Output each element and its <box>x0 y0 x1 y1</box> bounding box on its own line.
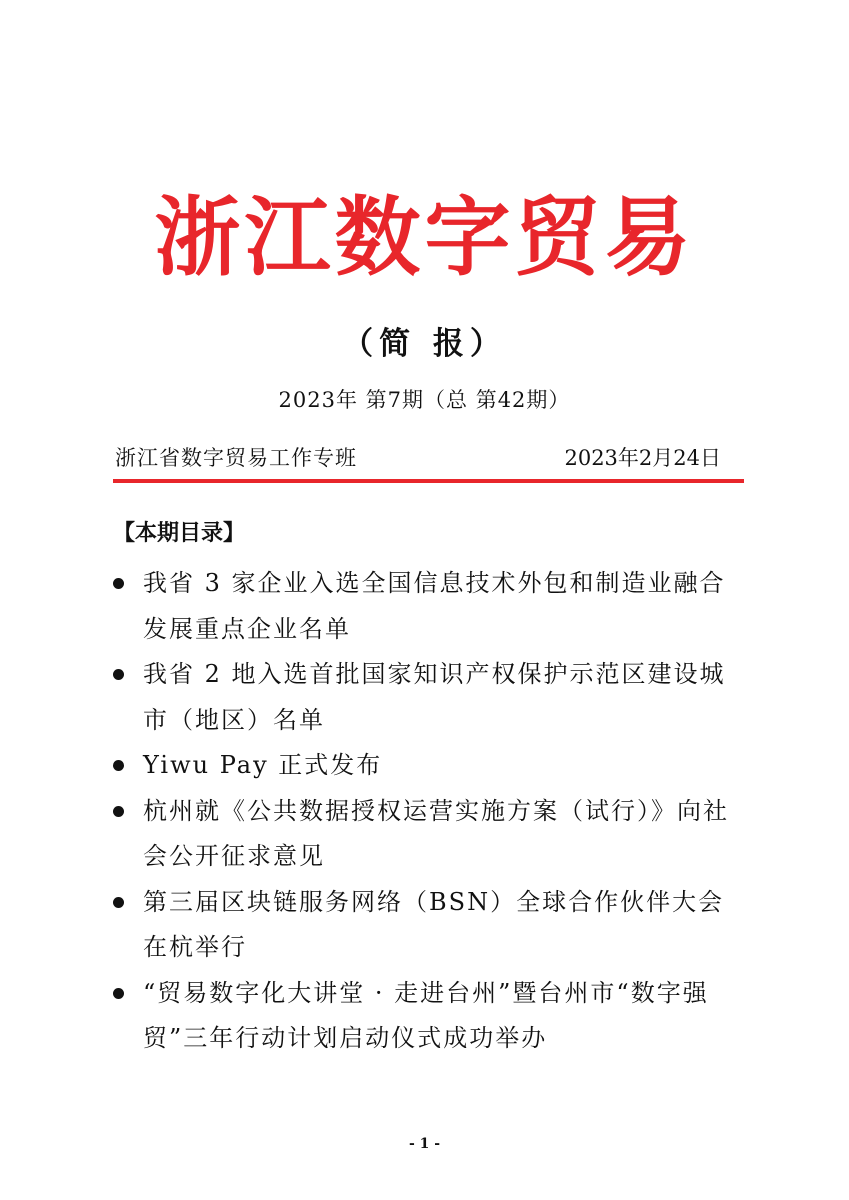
page-number: - 1 - <box>408 1136 441 1152</box>
bullet-dot-icon <box>113 806 124 817</box>
newsletter-subtitle: （简 报） <box>342 326 507 362</box>
toc-item-text: 我省 2 地入选首批国家知识产权保护示范区建设城市（地区）名单 <box>143 660 726 734</box>
bullet-dot-icon <box>113 760 124 771</box>
toc-item[interactable] <box>113 789 745 880</box>
bullet-dot-icon <box>113 669 124 680</box>
toc-heading: 【本期目录】 <box>113 521 246 546</box>
bullet-dot-icon <box>113 897 124 908</box>
toc-item-text: 第三届区块链服务网络（BSN）全球合作伙伴大会在杭举行 <box>143 887 725 961</box>
toc-item-text: 我省 3 家企业入选全国信息技术外包和制造业融合发展重点企业名单 <box>143 569 726 643</box>
toc-item[interactable] <box>113 880 745 971</box>
table-of-contents <box>113 561 745 1062</box>
bullet-dot-icon <box>113 988 124 999</box>
toc-item[interactable] <box>113 971 745 1062</box>
bullet-dot-icon <box>113 578 124 589</box>
publisher-organization: 浙江省数字贸易工作专班 <box>115 446 357 470</box>
header-divider <box>113 479 744 483</box>
newsletter-title: 浙江数字贸易 <box>154 187 695 288</box>
toc-item[interactable] <box>113 743 745 789</box>
toc-item[interactable] <box>113 652 745 743</box>
toc-item[interactable] <box>113 561 745 652</box>
publication-date: 2023年2月24日 <box>564 446 721 470</box>
toc-item-text: 杭州就《公共数据授权运营实施方案（试行）》向社会公开征求意见 <box>143 796 729 870</box>
issue-number: 2023年 第7期（总 第42期） <box>278 388 571 412</box>
toc-item-text: Yiwu Pay 正式发布 <box>143 751 383 779</box>
toc-item-text: “贸易数字化大讲堂 · 走进台州”暨台州市“数字强贸”三年行动计划启动仪式成功举办 <box>143 978 709 1052</box>
